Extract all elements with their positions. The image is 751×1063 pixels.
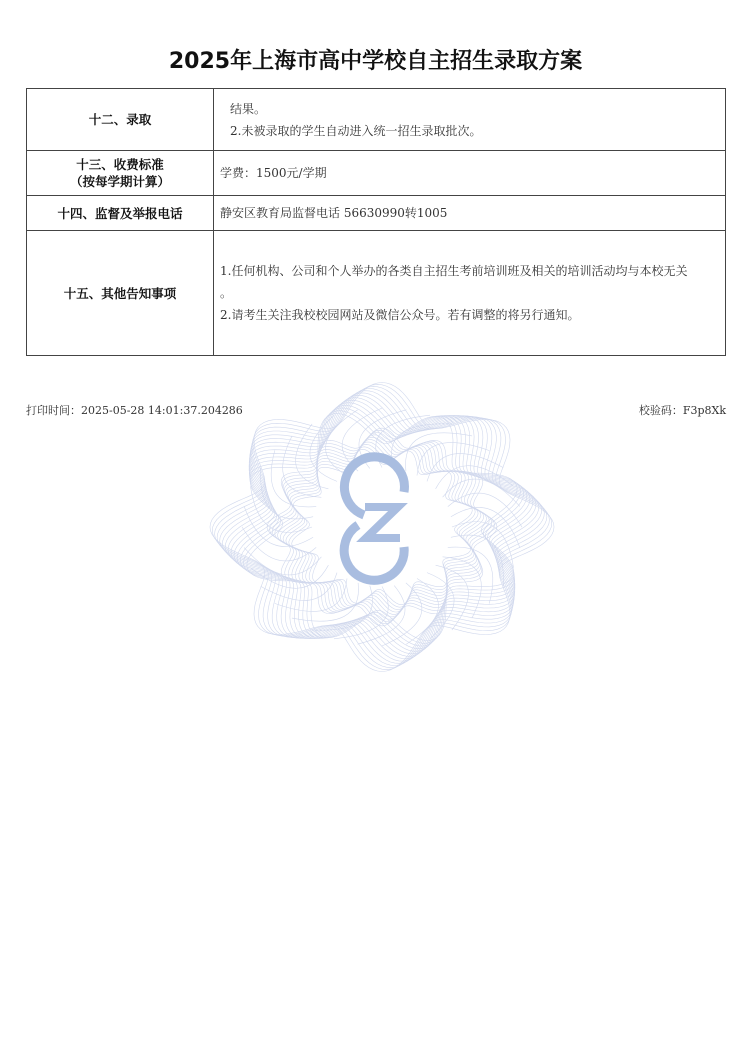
content-line: 结果。 xyxy=(230,101,267,116)
content-line: 学费：1500元/学期 xyxy=(220,166,327,180)
content-line: 静安区教育局监督电话 56630990转1005 xyxy=(220,206,448,220)
content-line: 1.任何机构、公司和个人举办的各类自主招生考前培训班及相关的培训活动均与本校无关 xyxy=(220,264,688,278)
row-label xyxy=(27,89,214,151)
row-content xyxy=(214,196,726,231)
print-time: 打印时间：2025-05-28 14:01:37.204286 xyxy=(26,404,243,417)
table-row xyxy=(27,231,726,356)
row-label-text: 十三、收费标准 xyxy=(76,157,164,172)
table-row xyxy=(27,89,726,151)
page-title: 2025年上海市高中学校自主招生录取方案 xyxy=(168,49,583,74)
row-label xyxy=(27,151,214,196)
guilloche-line xyxy=(443,557,482,618)
guilloche-line xyxy=(427,573,454,639)
content-line: 。 xyxy=(220,286,233,300)
table-row xyxy=(27,151,726,196)
row-content xyxy=(214,89,726,151)
row-label xyxy=(27,196,214,231)
content-line: 2.请考生关注我校校园网站及微信公众号。若有调整的将另行通知。 xyxy=(220,308,580,322)
row-label xyxy=(27,231,214,356)
verify-code: 校验码：F3p8Xk xyxy=(638,404,726,417)
row-label-text: 十五、其他告知事项 xyxy=(63,285,177,301)
row-content xyxy=(214,231,726,356)
guilloche-line xyxy=(261,467,314,519)
row-label-subtext: （按每学期计算） xyxy=(69,174,170,189)
row-label-text: 十二、录取 xyxy=(88,112,152,127)
guilloche-line xyxy=(451,535,504,587)
table-row xyxy=(27,196,726,231)
seal-watermark xyxy=(182,357,582,697)
guilloche-line xyxy=(310,415,337,481)
info-table xyxy=(26,88,726,356)
seal-logo-icon xyxy=(314,457,450,580)
row-label-text: 十四、监督及举报电话 xyxy=(57,205,183,221)
content-line: 2.未被录取的学生自动进入统一招生录取批次。 xyxy=(230,123,482,138)
row-content xyxy=(214,151,726,196)
guilloche-line xyxy=(283,436,322,498)
